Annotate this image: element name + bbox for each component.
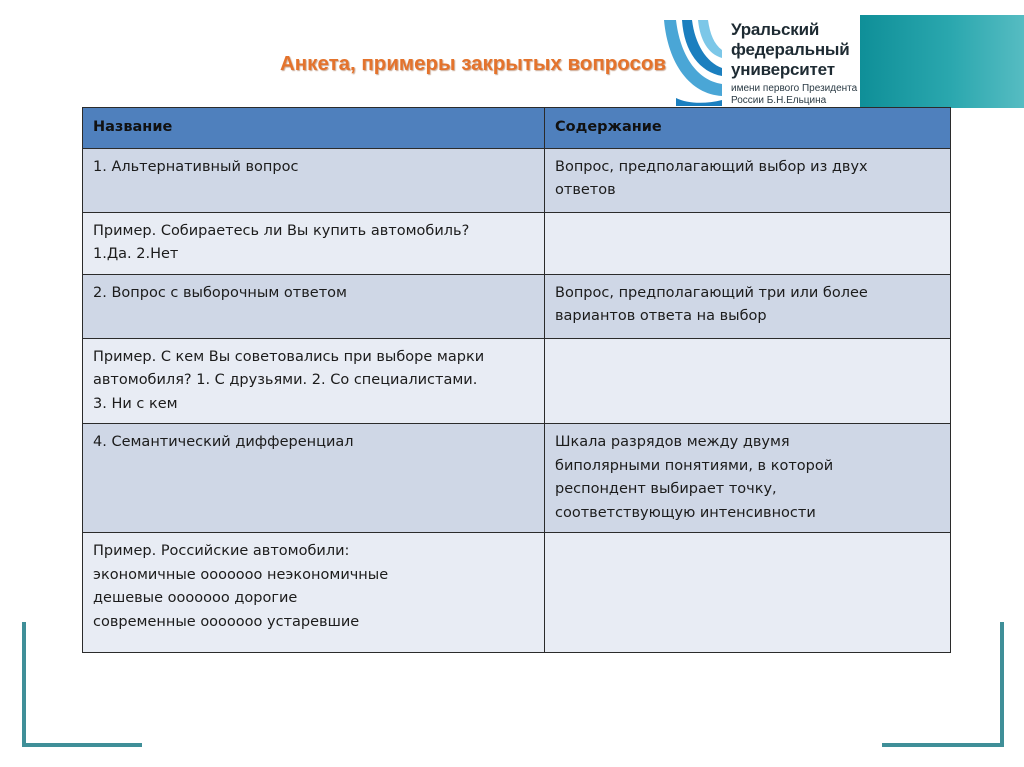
logo-subtitle-1: имени первого Президента: [731, 83, 858, 94]
university-logo-icon: [662, 14, 726, 106]
table-row: [83, 338, 951, 424]
corner-bracket-left-vertical: [22, 622, 26, 747]
table-row: [83, 424, 951, 533]
table-cell: Вопрос, предполагающий три или более вариантов ответа на выбор: [545, 274, 951, 338]
table-cell: [545, 212, 951, 274]
table-row: [83, 533, 951, 653]
university-name: [731, 20, 857, 107]
table-row: [83, 148, 951, 212]
table-cell: Пример. Российские автомобили: экономичные ооооооо неэкономичные дешевые ооооооо дорогие современные ооооооо устаревшие: [83, 533, 545, 653]
table-cell: [545, 338, 951, 424]
table-header-row: [83, 108, 951, 149]
header-content: Содержание: [545, 108, 951, 149]
table-cell: 1. Альтернативный вопрос: [83, 148, 545, 212]
table-cell: Вопрос, предполагающий выбор из двух ответов: [545, 148, 951, 212]
questions-table: [82, 107, 951, 653]
logo-line-1: Уральский: [731, 20, 820, 39]
corner-bracket-left-horizontal: [22, 743, 142, 747]
header-banner: [860, 15, 1024, 108]
table-cell: 2. Вопрос с выборочным ответом: [83, 274, 545, 338]
table-cell: Шкала разрядов между двумя биполярными понятиями, в которой респондент выбирает точку, соответствующую интенсивности: [545, 424, 951, 533]
table-cell: [545, 533, 951, 653]
logo-line-3: университет: [731, 60, 835, 79]
table-cell: 4. Семантический дифференциал: [83, 424, 545, 533]
table-cell: Пример. Собираетесь ли Вы купить автомобиль? 1.Да. 2.Нет: [83, 212, 545, 274]
logo-line-2: федеральный: [731, 40, 850, 59]
table-cell: Пример. С кем Вы советовались при выборе марки автомобиля? 1. С друзьями. 2. Со специалистами. 3. Ни с кем: [83, 338, 545, 424]
table-row: [83, 212, 951, 274]
header-name: Название: [83, 108, 545, 149]
slide-title: Анкета, примеры закрытых вопросов: [280, 52, 666, 75]
logo-subtitle-2: России Б.Н.Ельцина: [731, 95, 827, 106]
table-row: [83, 274, 951, 338]
corner-bracket-right-vertical: [1000, 622, 1004, 747]
corner-bracket-right-horizontal: [882, 743, 1004, 747]
